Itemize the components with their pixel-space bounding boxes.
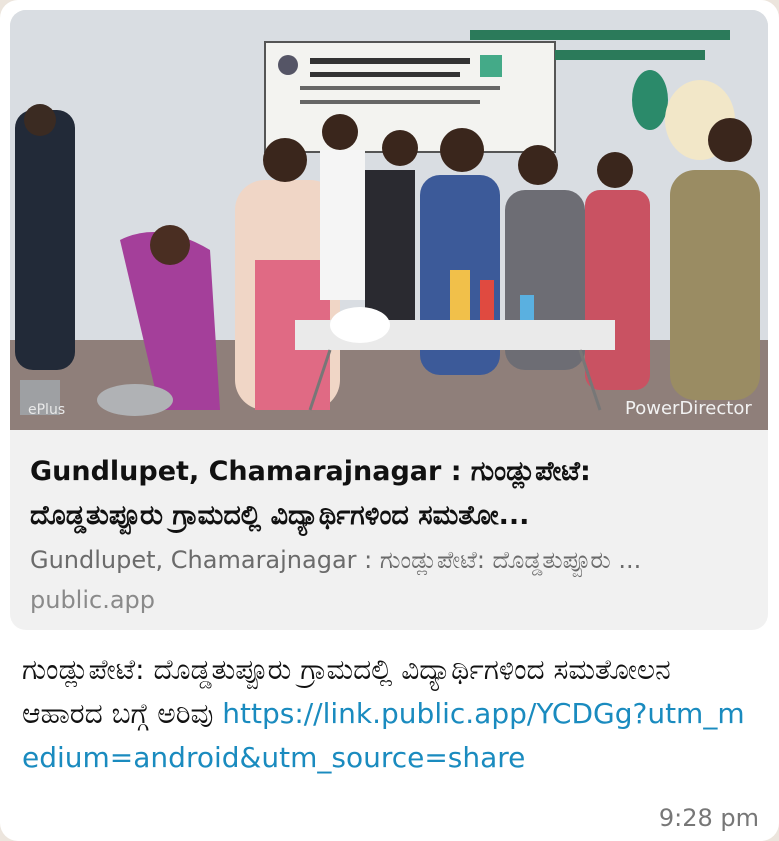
preview-description: Gundlupet, Chamarajnagar : ಗುಂಡ್ಲುಪೇಟೆ: ದೊಡ್ಡತುಪ್ಪೂರು ...	[30, 546, 642, 574]
watermark-left: ePlus	[28, 402, 66, 418]
preview-title	[30, 450, 752, 538]
message-timestamp: 9:28 pm	[658, 804, 759, 832]
link-preview-card[interactable]	[10, 10, 768, 630]
preview-title-line2: ದೊಡ್ಡತುಪ್ಪೂರು ಗ್ರಾಮದಲ್ಲಿ ವಿದ್ಯಾರ್ಥಿಗಳಿಂದ ಸಮತೋ...	[30, 500, 530, 531]
preview-text-block	[30, 450, 752, 618]
watermark-right: PowerDirector	[625, 398, 752, 419]
preview-domain: public.app	[30, 586, 156, 614]
preview-title-line1: Gundlupet, Chamarajnagar : ಗುಂಡ್ಲುಪೇಟೆ:	[30, 456, 591, 487]
preview-image[interactable]	[10, 10, 768, 430]
message-link[interactable]: https://link.public.app/YCDGg?utm_medium=android&utm_source=share	[22, 697, 745, 774]
message-text	[22, 648, 757, 780]
message-body: ಗುಂಡ್ಲುಪೇಟೆ: ದೊಡ್ಡತುಪ್ಪೂರು ಗ್ರಾಮದಲ್ಲಿ ವಿದ್ಯಾರ್ಥಿಗಳಿಂದ ಸಮತೋಲನ ಆಹಾರದ ಬಗ್ಗೆ ಅರಿವು	[22, 653, 671, 730]
